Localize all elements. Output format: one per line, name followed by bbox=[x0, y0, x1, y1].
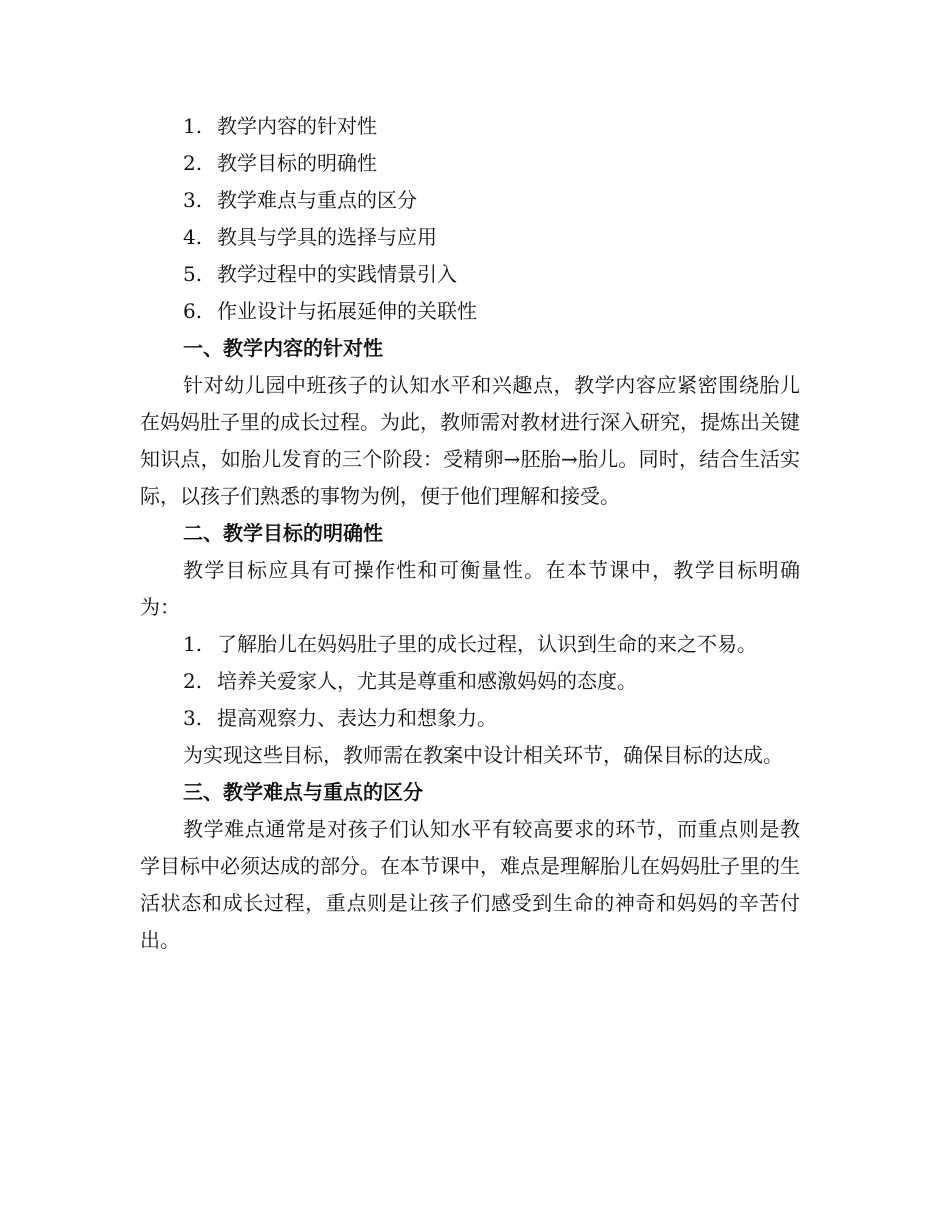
outline-item bbox=[140, 108, 800, 145]
outline-item bbox=[140, 256, 800, 293]
list-number: 5. bbox=[183, 262, 203, 286]
document-page bbox=[140, 108, 800, 959]
list-number: 1. bbox=[183, 114, 203, 138]
list-number: 2. bbox=[183, 669, 203, 693]
list-text: 培养关爱家人，尤其是尊重和感激妈妈的态度。 bbox=[217, 669, 637, 693]
list-number: 6. bbox=[183, 299, 203, 323]
outline-item bbox=[140, 293, 800, 330]
section-paragraph: 针对幼儿园中班孩子的认知水平和兴趣点，教学内容应紧密围绕胎儿在妈妈肚子里的成长过程。为此，教师需对教材进行深入研究，提炼出关键知识点，如胎儿发育的三个阶段：受精卵→胚胎→胎儿。同时，结合生活实际，以孩子们熟悉的事物为例，便于他们理解和接受。 bbox=[140, 373, 800, 508]
section-paragraph: 教学目标应具有可操作性和可衡量性。在本节课中，教学目标明确为： bbox=[140, 558, 800, 619]
outline-item bbox=[140, 219, 800, 256]
outline-item bbox=[140, 182, 800, 219]
list-number: 3. bbox=[183, 188, 203, 212]
list-text: 教学过程中的实践情景引入 bbox=[217, 262, 457, 286]
goal-item bbox=[140, 700, 800, 737]
list-text: 教学内容的针对性 bbox=[217, 114, 377, 138]
list-text: 提高观察力、表达力和想象力。 bbox=[217, 706, 497, 730]
section-paragraph: 教学难点通常是对孩子们认知水平有较高要求的环节，而重点则是教学目标中必须达成的部分。在本节课中，难点是理解胎儿在妈妈肚子里的生活状态和成长过程，重点则是让孩子们感受到生命的神奇和妈妈的辛苦付出。 bbox=[140, 817, 800, 952]
goal-item bbox=[140, 626, 800, 663]
outline-item bbox=[140, 145, 800, 182]
list-text: 了解胎儿在妈妈肚子里的成长过程，认识到生命的来之不易。 bbox=[217, 632, 757, 656]
list-text: 作业设计与拓展延伸的关联性 bbox=[217, 299, 477, 323]
list-text: 教具与学具的选择与应用 bbox=[217, 225, 437, 249]
list-text: 教学目标的明确性 bbox=[217, 151, 377, 175]
list-number: 4. bbox=[183, 225, 203, 249]
list-number: 1. bbox=[183, 632, 203, 656]
section-paragraph: 为实现这些目标，教师需在教案中设计相关环节，确保目标的达成。 bbox=[183, 743, 783, 767]
goal-item bbox=[140, 663, 800, 700]
section-heading: 一、教学内容的针对性 bbox=[183, 336, 383, 360]
list-text: 教学难点与重点的区分 bbox=[217, 188, 417, 212]
list-number: 2. bbox=[183, 151, 203, 175]
list-number: 3. bbox=[183, 706, 203, 730]
section-heading: 二、教学目标的明确性 bbox=[183, 521, 383, 545]
section-heading: 三、教学难点与重点的区分 bbox=[183, 780, 423, 804]
